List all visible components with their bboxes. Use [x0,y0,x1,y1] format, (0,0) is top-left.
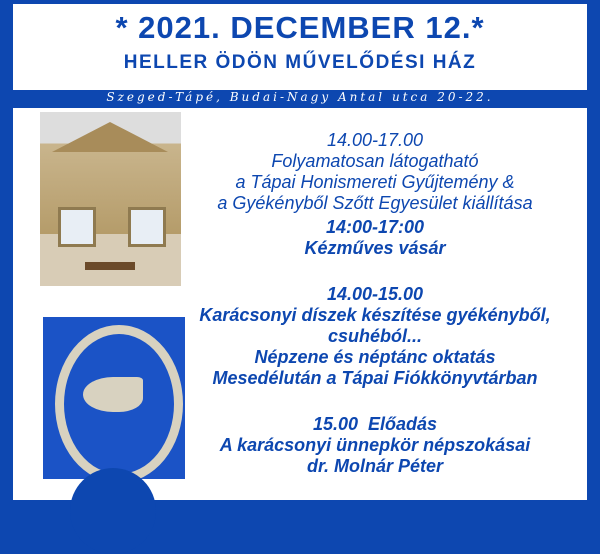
event-date: * 2021. DECEMBER 12.* [115,10,485,45]
program-line: A karácsonyi ünnepkör népszokásai [219,435,531,455]
header-panel [13,4,587,90]
program-line: dr. Molnár Péter [306,456,444,476]
program-time: 14.00-15.00 [326,284,424,304]
program-time: 14:00-17:00 [325,217,425,237]
program-item [185,130,565,214]
program-item [185,217,565,259]
program-line: a Gyékényből Szőtt Egyesület kiállítása [217,193,533,213]
program-line: Kézműves vásár [304,238,446,258]
program-line: a Tápai Honismereti Gyűjtemény & [235,172,515,192]
program-line: Népzene és néptánc oktatás [254,347,496,367]
program-time: 14.00-17.00 [326,130,424,150]
program-item [185,284,565,389]
house-exhibit-photo [40,112,181,286]
program-line: Karácsonyi díszek készítése gyékényből, [199,305,551,325]
program-line: Mesedélután a Tápai Fiókkönyvtárban [212,368,538,388]
program-time: 15.00 Előadás [312,414,438,434]
program-item [185,414,565,477]
straw-ornament-photo [43,317,185,479]
program-line: Folyamatosan látogatható [271,151,479,171]
venue-name: HELLER ÖDÖN MŰVELŐDÉSI HÁZ [123,52,477,73]
logo [70,468,156,554]
program-line: csuhéból... [327,326,423,346]
address: Szeged-Tápé, Budai-Nagy Antal utca 20-22. [106,90,494,104]
